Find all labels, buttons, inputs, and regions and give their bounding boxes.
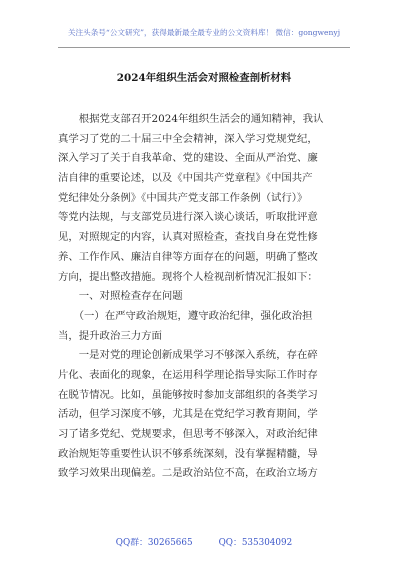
- body-line: 致学习效果出现偏差。二是政治站位不高，在政治立场方: [58, 467, 318, 480]
- body-line: 洁自律的重要论述，以及《中国共产党章程》《中国共产: [58, 172, 313, 185]
- header-banner: 关注头条号“公文研究”，获得最新最全最专业的公文资料库！ 微信：gongwenyj: [67, 28, 341, 37]
- footer-qq-group: QQ群：30265665: [115, 538, 193, 548]
- body-line: 等党内法规，与支部党员进行深入谈心谈话，听取批评意: [58, 211, 318, 224]
- body-line: 当，提升政治三力方面: [58, 329, 162, 342]
- body-line: 活动，但学习深度不够，尤其是在党纪学习教育期间，学: [58, 408, 318, 421]
- body-line: 根据党支部召开2024年组织生活会的通知精神，我认: [58, 113, 324, 125]
- body-line: 政治规矩等重要性认识不够系统深刻，没有掌握精髓，导: [58, 447, 318, 460]
- document-title: 2024年组织生活会对照检查剖析材料: [116, 72, 292, 84]
- body-line: 一是对党的理论创新成果学习不够深入系统，存在碎: [58, 349, 318, 362]
- body-line: 片化、表面化的现象，在运用科学理论指导实际工作时存: [58, 368, 318, 381]
- footer-qq-number: QQ：535304092: [218, 538, 293, 548]
- body-line: 一、对照检查存在问题: [58, 290, 183, 303]
- body-line: 真学习了党的二十届三中全会精神，深入学习党规党纪，: [58, 132, 318, 145]
- body-line: 深入学习了关于自我革命、党的建设、全面从严治党、廉: [58, 152, 318, 165]
- body-line: 在脱节情况。比如，虽能够按时参加支部组织的各类学习: [58, 388, 318, 401]
- body-line: 党纪律处分条例》《中国共产党支部工作条例（试行）》: [58, 191, 308, 204]
- header-divider: [58, 47, 350, 48]
- body-line: 养、工作作风、廉洁自律等方面存在的问题，明确了整改: [58, 250, 318, 263]
- body-line: 方向，提出整改措施。现将个人检视剖析情况汇报如下：: [58, 270, 318, 283]
- body-line: 习了诸多党纪、党规要求，但思考不够深入，对政治纪律: [58, 428, 318, 440]
- document-body: [58, 110, 358, 484]
- body-line: （一）在严守政治规矩，遵守政治纪律，强化政治担: [58, 309, 313, 322]
- footer-contact: [0, 535, 408, 548]
- body-line: 见，对照规定的内容，认真对照检查，查找自身在党性修: [58, 231, 318, 244]
